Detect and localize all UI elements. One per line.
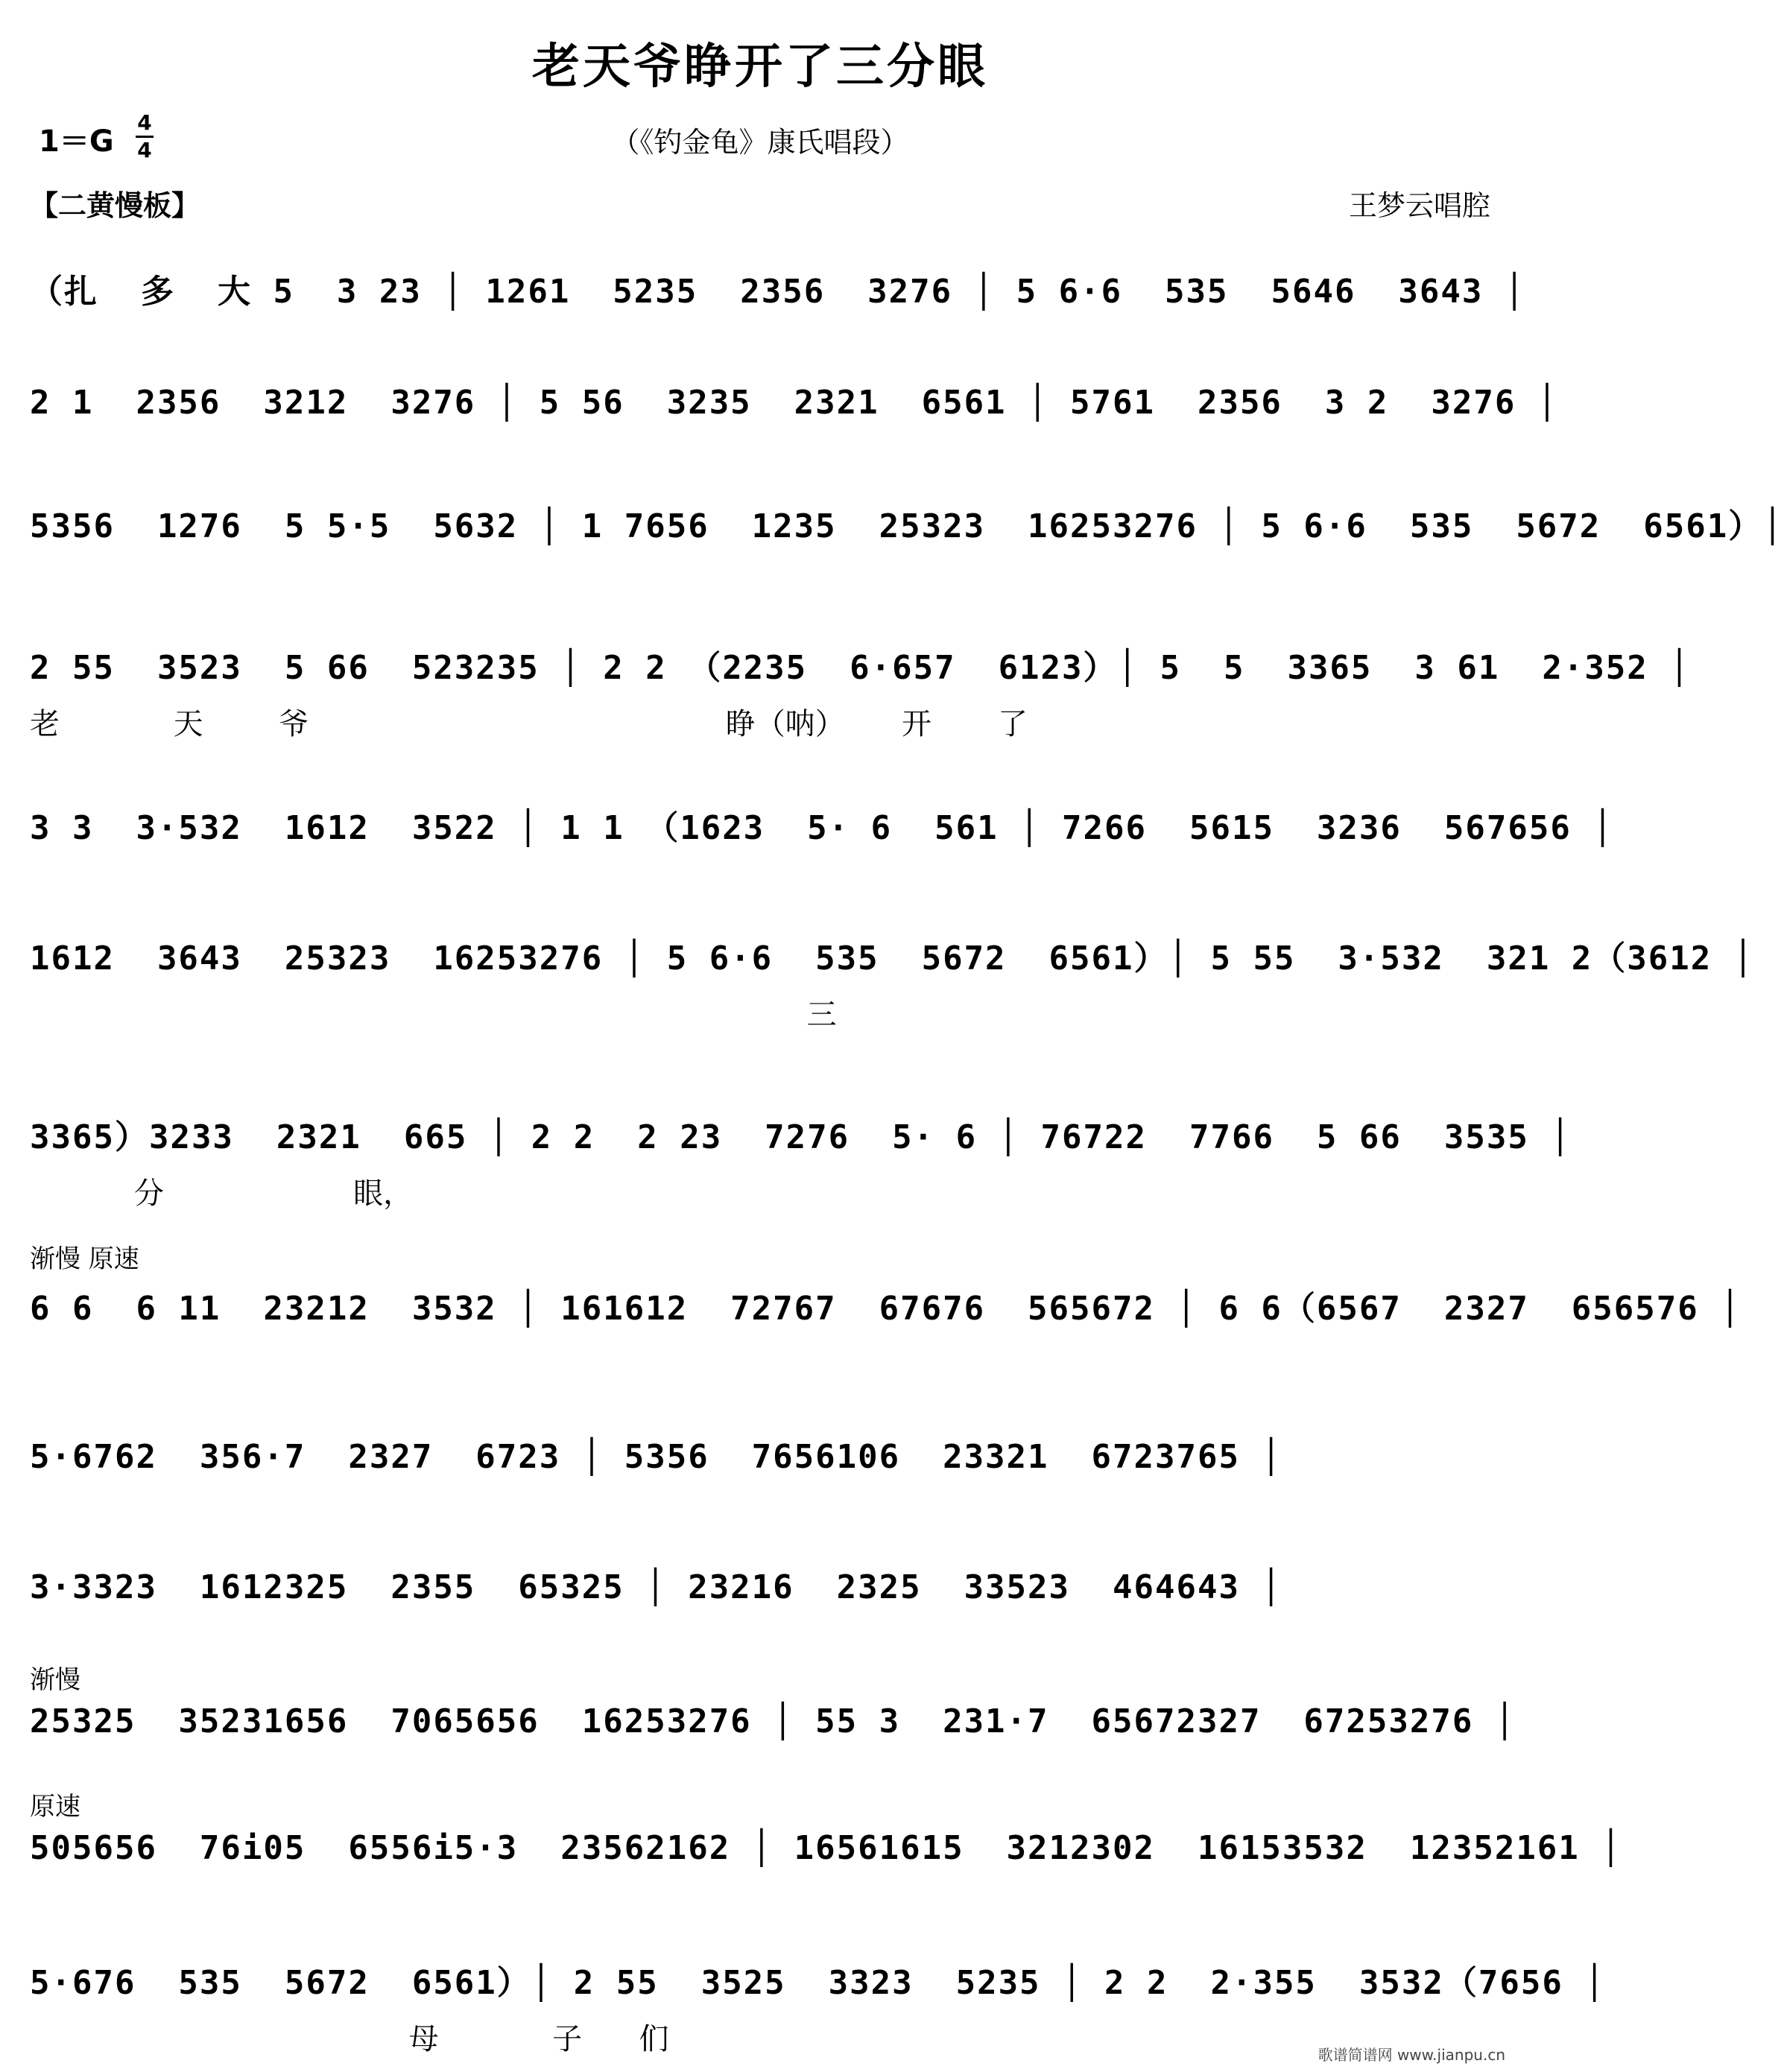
lyrics-line: 分 眼， bbox=[30, 1176, 414, 1211]
tempo-annotation: 原速 bbox=[30, 1792, 80, 1822]
time-signature-top: 4 bbox=[137, 110, 152, 135]
tempo-annotation: 渐慢 原速 bbox=[30, 1244, 139, 1274]
notation-line: 1612 3643 25323 16253276 │ 5 6·6 535 5672 6561）│ 5 55 3·532 321 2（3612 │ bbox=[30, 940, 1755, 978]
watermark: 歌谱简谱网 www.jianpu.cn bbox=[1318, 2046, 1505, 2064]
notation-line: 5356 1276 5 5·5 5632 │ 1 7656 1235 25323 16253276 │ 5 6·6 535 5672 6561）│ bbox=[30, 507, 1784, 545]
notation-line: 6 6 6 11 23212 3532 │ 161612 72767 67676 565672 │ 6 6（6567 2327 656576 │ bbox=[30, 1290, 1742, 1328]
notation-line: 25325 35231656 7065656 16253276 │ 55 3 231·7 65672327 67253276 │ bbox=[30, 1702, 1516, 1740]
page-title: 老天爷睁开了三分眼 bbox=[532, 39, 988, 95]
key-signature: 1＝G bbox=[39, 124, 114, 159]
notation-line: 5·6762 356·7 2327 6723 │ 5356 7656106 23321 6723765 │ bbox=[30, 1438, 1282, 1476]
time-signature-bottom: 4 bbox=[137, 138, 152, 162]
tempo-annotation: 渐慢 bbox=[30, 1665, 80, 1695]
notation-line: 505656 76i05 6556i5·3 23562162 │ 16561615 3212302 16153532 12352161 │ bbox=[30, 1829, 1622, 1867]
lyrics-line: 三 bbox=[30, 998, 837, 1032]
notation-line: 3 3 3·532 1612 3522 │ 1 1 （1623 5· 6 561 │ 7266 5615 3236 567656 │ bbox=[30, 809, 1614, 847]
notation-line: 3·3323 1612325 2355 65325 │ 23216 2325 33523 464643 │ bbox=[30, 1568, 1282, 1606]
lyrics-line: 母 子 们 bbox=[30, 2022, 669, 2056]
subtitle: （《钓金龟》康氏唱段） bbox=[611, 126, 909, 159]
singer-credit: 王梦云唱腔 bbox=[1348, 189, 1490, 222]
notation-line: 2 55 3523 5 66 523235 │ 2 2 （2235 6·657 6123）│ 5 5 3365 3 61 2·352 │ bbox=[30, 649, 1691, 687]
notation-line: 2 1 2356 3212 3276 │ 5 56 3235 2321 6561 │ 5761 2356 3 2 3276 │ bbox=[30, 384, 1559, 422]
notation-line: 3365）3233 2321 665 │ 2 2 2 23 7276 5· 6 │ 76722 7766 5 66 3535 │ bbox=[30, 1118, 1572, 1156]
notation-line: （扎 多 大 5 3 23 │ 1261 5235 2356 3276 │ 5 6·6 535 5646 3643 │ bbox=[30, 273, 1526, 311]
notation-line: 5·676 535 5672 6561）│ 2 55 3525 3323 5235 │ 2 2 2·355 3532（7656 │ bbox=[30, 1964, 1606, 2002]
tempo-mark: 【二黄慢板】 bbox=[30, 189, 200, 222]
lyrics-line: 老 天 爷 睁（呐） 开 了 bbox=[30, 707, 1028, 741]
